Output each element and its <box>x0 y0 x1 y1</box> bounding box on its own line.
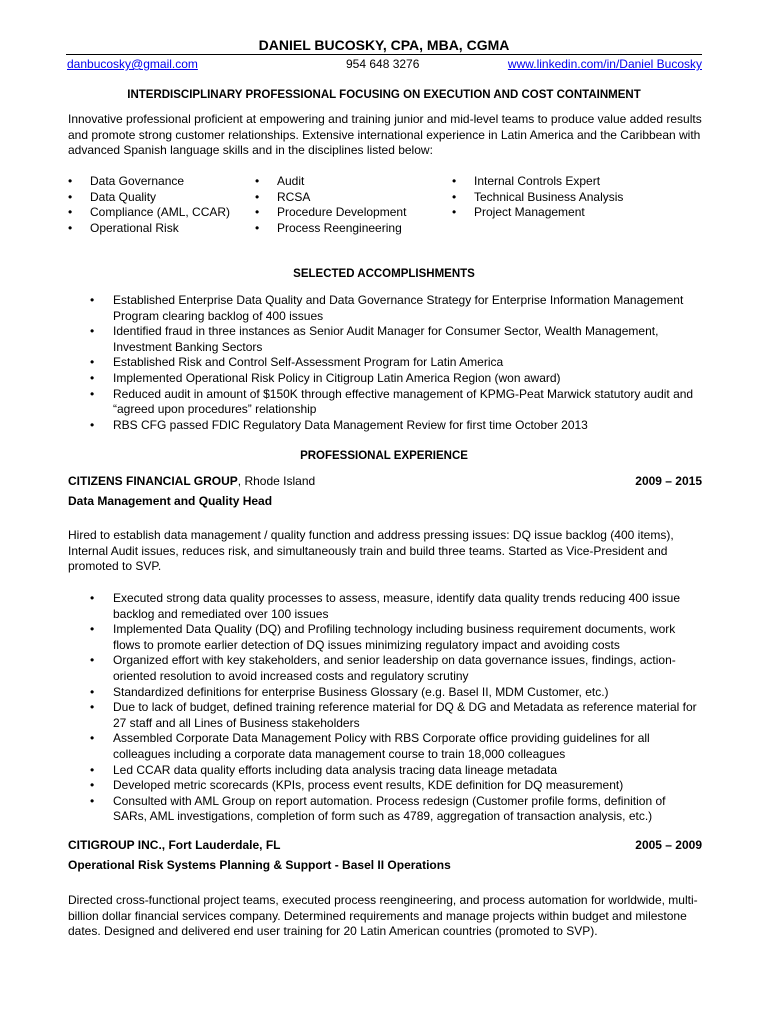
accomplishments-heading: SELECTED ACCOMPLISHMENTS <box>293 268 475 280</box>
skills-column-2 <box>255 174 406 236</box>
company-name: CITIGROUP INC. <box>68 838 162 852</box>
skill-item: • Project Management <box>452 205 623 221</box>
skill-item: • Process Reengineering <box>255 221 406 237</box>
skill-item: • Data Governance <box>68 174 230 190</box>
skill-item: • Data Quality <box>68 190 230 206</box>
job-description: Directed cross-functional project teams, executed process reengineering, and process automation for worldwide, multi-billion dollar financial services company. Determined requirements and manage projects within budget and milestone dates. Designed and delivered end user training for 20 Latin American countries (promoted to SVP). <box>68 893 698 939</box>
contact-bar <box>66 54 702 73</box>
job-dates: 2009 – 2015 <box>635 474 702 488</box>
achievement-item: • Implemented Data Quality (DQ) and Profiling technology including business requirement documents, work flows to promote earlier detection of DQ issues minimizing regulatory impact and avoiding costs <box>90 622 702 653</box>
skill-item: • Compliance (AML, CCAR) <box>68 205 230 221</box>
job-achievements-list <box>90 591 702 825</box>
accomplishment-item: • RBS CFG passed FDIC Regulatory Data Management Review for first time October 2013 <box>90 418 702 434</box>
achievement-item: • Organized effort with key stakeholders, and senior leadership on data governance issues, findings, action-oriented resolution to avoid increased costs and regulatory scrutiny <box>90 653 702 684</box>
skill-item: • Technical Business Analysis <box>452 190 623 206</box>
achievement-item: • Standardized definitions for enterprise Business Glossary (e.g. Basel II, MDM Customer, etc.) <box>90 685 702 701</box>
company-name: CITIZENS FINANCIAL GROUP <box>68 474 238 488</box>
skills-column-3 <box>452 174 623 221</box>
phone-number: 954 648 3276 <box>346 57 420 71</box>
company-location: , Fort Lauderdale, FL <box>161 838 281 852</box>
accomplishment-item: • Reduced audit in amount of $150K through effective management of KPMG-Peat Marwick statutory audit and “agreed upon procedures” relationship <box>90 387 702 418</box>
achievement-item: • Executed strong data quality processes to assess, measure, identify data quality trends reducing 400 issue backlog and remediated over 100 issues <box>90 591 702 622</box>
accomplishment-item: • Identified fraud in three instances as Senior Audit Manager for Consumer Sector, Wealth Management, Investment Banking Sectors <box>90 324 702 355</box>
achievement-item: • Led CCAR data quality efforts including data analysis tracing data lineage metadata <box>90 763 702 779</box>
job-header-citigroup <box>68 838 702 854</box>
achievement-item: • Assembled Corporate Data Management Policy with RBS Corporate office providing guidelines for all colleagues including a corporate data management course to train 18,000 colleagues <box>90 731 702 762</box>
accomplishment-item: • Established Enterprise Data Quality and Data Governance Strategy for Enterprise Information Management Program clearing backlog of 400 issues <box>90 293 702 324</box>
company-location: , Rhode Island <box>237 474 316 488</box>
accomplishments-list <box>90 293 702 433</box>
skills-list <box>68 174 708 238</box>
achievement-item: • Consulted with AML Group on report automation. Process redesign (Customer profile forms, definition of SARs, AML investigations, completion of form such as 4789, aggregation of transaction analysis, etc.) <box>90 794 702 825</box>
job-title: Data Management and Quality Head <box>68 494 273 508</box>
achievement-item: • Due to lack of budget, defined training reference material for DQ & DG and Metadata as reference material for 27 staff and all Lines of Business stakeholders <box>90 700 702 731</box>
experience-heading: PROFESSIONAL EXPERIENCE <box>300 450 468 462</box>
candidate-name: DANIEL BUCOSKY, CPA, MBA, CGMA <box>258 37 510 53</box>
job-description: Hired to establish data management / quality function and address pressing issues: DQ issue backlog (400 items), Internal Audit issues, reduces risk, and simultaneously train and build three teams. Started as Vice-President and promoted to SVP. <box>68 528 674 574</box>
skills-column-1 <box>68 174 230 236</box>
skill-item: • Internal Controls Expert <box>452 174 623 190</box>
headline: INTERDISCIPLINARY PROFESSIONAL FOCUSING ON EXECUTION AND COST CONTAINMENT <box>127 89 641 101</box>
achievement-item: • Developed metric scorecards (KPIs, process event results, KDE definition for DQ measurement) <box>90 778 702 794</box>
accomplishment-item: • Established Risk and Control Self-Assessment Program for Latin America <box>90 355 702 371</box>
skill-item: • Operational Risk <box>68 221 230 237</box>
linkedin-link[interactable]: www.linkedin.com/in/Daniel Bucosky <box>507 57 702 71</box>
skill-item: • Procedure Development <box>255 205 406 221</box>
job-header-citizens <box>68 474 702 490</box>
job-dates: 2005 – 2009 <box>635 838 702 852</box>
job-title: Operational Risk Systems Planning & Support - Basel II Operations <box>68 858 451 872</box>
email-link[interactable]: danbucosky@gmail.com <box>67 57 198 71</box>
summary-paragraph: Innovative professional proficient at empowering and training junior and mid-level teams to produce value added results and promote strong customer relationships. Extensive international experience in Latin America and the Caribbean with advanced Spanish language skills and in the disciplines listed below: <box>68 112 702 158</box>
skill-item: • RCSA <box>255 190 406 206</box>
skill-item: • Audit <box>255 174 406 190</box>
accomplishment-item: • Implemented Operational Risk Policy in Citigroup Latin America Region (won award) <box>90 371 702 387</box>
